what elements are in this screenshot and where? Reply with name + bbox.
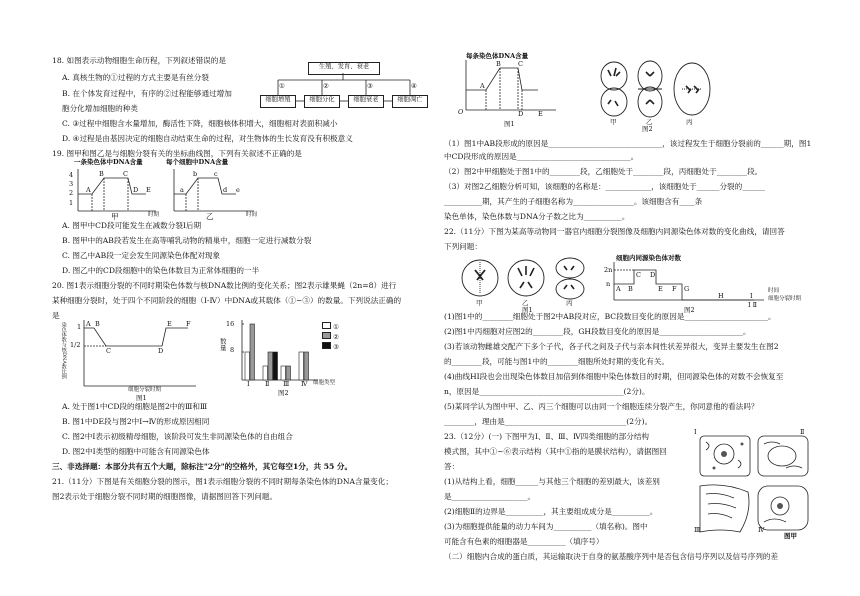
q21-fig2-cells: [594, 58, 714, 133]
q20-fig2: [220, 318, 350, 398]
q22-fig2-xlabel1: 时间: [768, 288, 780, 294]
q20-fig1-caption: 图1: [136, 394, 147, 402]
q20-fig1-ylabel: 染色体数与核DNA数比例: [60, 322, 67, 379]
q20-option-b: B. 图1中DE段与图2中Ⅰ→Ⅳ的形成原因相同: [62, 417, 210, 426]
q19-xlabel: 时期: [148, 212, 160, 218]
q23-line-2: 模式图，其中①~⑥表示结构（其中①指的是膜状结构），请据图回: [444, 447, 667, 456]
q22-fig2-title: 细胞内同源染色体对数: [616, 254, 681, 262]
q23-line-8: 可能含有色素的细胞器是__________（填序号）: [444, 537, 604, 546]
q20-fig2-cat-2: Ⅱ: [265, 380, 270, 388]
q22-fig1-cells: [460, 256, 595, 312]
q20-fig2-bar: [304, 352, 309, 380]
q22-part3: (3)若该动物雌雄交配产下多个子代，各子代之间及子代与亲本间性状差异很大，变异主要发生在图2: [444, 342, 779, 351]
q18-n2: ②: [323, 82, 329, 90]
q19-title-yi: 每个细胞中DNA含量: [166, 158, 229, 166]
q20-fig1-d: D: [158, 347, 164, 355]
q20-fig1-a: A: [86, 320, 91, 328]
q18-option-c: C. ③过程中细胞含水量增加，酶活性下降，细胞核体积增大，细胞相对表面积减小: [62, 119, 338, 128]
q19-label-c: C: [123, 170, 128, 178]
q18-box-senescence: 细胞衰老: [348, 95, 384, 108]
q21-part1: （1）图1中AB段形成的原因是______________________________，该过程发生于细胞分裂前的______期，图1: [444, 139, 812, 148]
q19-curves: [66, 158, 266, 221]
q20-fig2-cat-1: Ⅰ: [247, 380, 250, 388]
q22-fig2-h: H: [718, 292, 724, 300]
q19-y3: 3: [69, 180, 74, 188]
q23-cell-label-3: Ⅲ: [694, 526, 701, 534]
q19-stem: 19. 图甲和图乙是与细胞分裂有关的坐标曲线图，下列有关叙述不正确的是: [52, 149, 302, 158]
q22-part4-cont: n，原因是______________________________________(2分)。: [444, 387, 650, 396]
q20-fig1-f: F: [186, 320, 191, 328]
q20-fig2-xlabel: 细胞类型: [313, 380, 336, 386]
q20-option-a: A. 处于图1中CD段的细胞是图2中的Ⅲ和Ⅲ: [62, 402, 208, 411]
q22-fig2-yn: n: [606, 280, 611, 288]
q22-part2: (2)图1中丙细胞对应图2的________段，GH段数目变化的原因是______________________。: [444, 327, 751, 336]
q18-n1: ①: [279, 82, 285, 90]
q19-label-d2: d: [223, 186, 228, 194]
q23-cell-label-2: Ⅱ: [800, 428, 805, 436]
q21-fig1-origin: O: [458, 108, 464, 116]
q20-fig1-svg: [66, 318, 206, 398]
q20-fig2-bar: [245, 352, 250, 380]
q19-option-c: C. 图乙中AB段一定会发生同源染色体配对现象: [62, 251, 221, 260]
q20-fig2-bar: [250, 324, 255, 380]
q21-fig1-caption: 图1: [504, 120, 515, 128]
q20-fig2-y16: 16: [226, 320, 235, 328]
q21-fig2-svg: [594, 58, 714, 118]
q21-stem-1: 21.（11分）下图是有关细胞分裂的图示，图1表示细胞分裂的不同时期每条染色体的DNA含量变化；: [52, 477, 393, 486]
q20-fig2-legend: [322, 322, 339, 351]
q18-option-d: D. ④过程是由基因决定的细胞自动结束生命的过程，对生物体的生长发育没有积极意义: [62, 134, 353, 143]
q21-fig1-svg: [456, 52, 566, 130]
q20-fig2-bar: [273, 352, 278, 380]
q20-fig1: [60, 318, 206, 402]
q22-fig2-b: B: [628, 285, 633, 293]
q20-option-d: D. 图2中Ⅰ类型的细胞中可能含有同源染色体: [62, 447, 210, 456]
q21-fig1-ylabel: 每条染色体DNA含量: [466, 52, 529, 60]
q22-fig2-caption: 图2: [684, 306, 695, 314]
q20-stem-1: 20. 图1表示细胞分裂的不同时期染色体数与核DNA数比例的变化关系；图2表示雄果蝇（2n=8）进行: [52, 281, 397, 290]
q21-fig2-jia: 甲: [610, 118, 617, 126]
q19-option-b: B. 图甲中的AB段若发生在高等哺乳动物的精巢中，细胞一定进行减数分裂: [62, 236, 312, 245]
q21-part3-cont2: 染色单体，染色体数与DNA分子数之比为__________。: [444, 212, 630, 221]
q20-fig2-cat-3: Ⅲ: [283, 380, 290, 388]
q20-fig2-ylabel: 数量: [218, 338, 227, 351]
q19-label-c2: c: [214, 170, 218, 178]
q22-fig2-f: F: [672, 285, 677, 293]
q19-caption-yi: 乙: [206, 212, 214, 221]
q20-fig1-yhalf: 1/2: [70, 341, 81, 349]
q20-fig2-legend-1: ①: [333, 323, 339, 331]
q20-fig2-caption: 图2: [278, 389, 289, 397]
q20-option-c: C. 图2中Ⅰ表示初级精母细胞，该阶段可发生非同源染色体的自由组合: [62, 432, 293, 441]
q22-stem-2: 下列问题：: [444, 242, 482, 251]
section-3-heading: 三、非选择题：本部分共有五个大题，除标注"2分"的空格外，其它每空1分，共 55 分。: [52, 462, 353, 471]
q20-fig2-bar: [299, 352, 304, 380]
q23-line-7: (3)为细胞提供能量的动力车间为__________（填名称)。图中: [444, 522, 648, 531]
q22-fig1-yi: 乙: [522, 299, 529, 307]
q21-part1-cont: 中CD段形成的原因是______________________________。: [444, 152, 639, 161]
q22-part4: (4)曲线HI段也会出现染色体数目加倍到体细胞中染色体数目的时期，但同源染色体的对数不会恢复至: [444, 372, 784, 381]
q20-fig2-y8: 8: [230, 346, 235, 354]
q18-stem: 18. 如图表示动物细胞生命历程，下列叙述错误的是: [52, 56, 226, 65]
q23-line-6: (2)细胞Ⅱ的边界是__________，其主要组成成分是__________。: [444, 507, 658, 516]
q19-option-d: D. 图乙中的CD段细胞中的染色体数目为正常体细胞的一半: [62, 266, 260, 275]
q20-fig2-bar: [281, 366, 286, 380]
q18-top-box: 生殖、发育、衰老: [308, 62, 380, 75]
q23-cell-label-4: Ⅳ: [758, 526, 765, 534]
q22-fig2-a: A: [616, 285, 621, 293]
q22-part3-cont: 的________段，可能与图1中的________细胞所处时期的变化有关。: [444, 357, 670, 366]
q18-box-differentiation: 细胞分化: [304, 95, 340, 108]
q19-label-e: E: [146, 186, 151, 194]
q19-y1: 1: [69, 199, 74, 207]
q21-fig1: [456, 52, 566, 130]
q22-stem-1: 22.（11分）下图为某高等动物同一器官内细胞分裂图像及细胞内同源染色体对数的变化曲线，请回答: [444, 227, 785, 236]
q22-fig2-roman: Ⅰ Ⅱ: [748, 301, 758, 309]
q20-fig1-y1: 1: [77, 323, 82, 331]
q19-option-a: A. 图甲中CD段可能发生在减数分裂Ⅰ后期: [62, 221, 202, 230]
q22-fig1-svg: [460, 256, 595, 302]
q20-fig2-legend-2: ②: [333, 332, 339, 341]
q18-box-apoptosis: 细胞凋亡: [392, 95, 428, 108]
q18-box-proliferation: 细胞增殖: [260, 95, 296, 108]
q20-fig2-bar: [268, 352, 273, 380]
q20-fig2-legend-3: ③: [333, 342, 339, 351]
q23-line-1: 23.（12分）(一) 下图甲为Ⅰ、Ⅱ、Ⅲ、Ⅳ四类细胞的部分结构: [444, 432, 650, 441]
q21-fig2-bing: 丙: [686, 118, 693, 126]
q23-cell-figure: [694, 430, 814, 542]
q21-fig1-a: A: [480, 82, 485, 90]
q20-fig1-b: B: [95, 320, 100, 328]
q21-fig2-yi: 乙: [646, 118, 653, 126]
q18-option-b: B. 在个体发育过程中，有序的②过程能够通过增加: [62, 89, 232, 98]
q23-line-3: 答：: [444, 462, 460, 471]
q20-stem-2: 某种细胞分裂时，处于四个不同阶段的细胞（Ⅰ-Ⅳ）中DNA或其载体（①~③）的数量。下列说法正确的: [52, 296, 402, 305]
q19-xlabel2: 时间: [246, 212, 258, 218]
q22-fig2-e: E: [658, 285, 663, 293]
q19-y2: 2: [69, 189, 74, 197]
q19-label-a2: a: [180, 186, 184, 194]
q21-stem-2: 图2表示处于细胞分裂不同时期的细胞图像，请据图回答下列问题。: [52, 492, 278, 501]
q19-label-e2: e: [236, 186, 240, 194]
q19-title-jia: 一条染色体中DNA含量: [74, 158, 143, 166]
q22-part5-cont: ________，理由是________________________________(2分)。: [444, 417, 653, 426]
q19-label-b2: b: [193, 170, 198, 178]
q22-fig2-g: G: [684, 285, 690, 293]
q19-label-a: A: [86, 186, 91, 194]
q22-fig1-jia: 甲: [476, 299, 483, 307]
q22-fig2-i: I: [750, 292, 753, 300]
q20-fig2-cat-4: Ⅳ: [301, 380, 308, 388]
q20-fig2-bar: [263, 366, 268, 380]
q23-line-4: (1)从结构上看，细胞______与其他三个细胞的差别最大，该差别: [444, 477, 660, 486]
q18-n3: ③: [367, 82, 373, 90]
q22-fig2-y2n: 2n: [604, 266, 613, 274]
q22-fig1-caption: 图1: [522, 306, 533, 314]
q21-fig1-d: D: [518, 110, 524, 118]
q18-option-b-cont: 胞分化增加细胞的种类: [62, 104, 138, 113]
q23-cell-svg: [694, 430, 814, 534]
q22-fig2: [604, 254, 804, 316]
q23-figure-caption: 图甲: [784, 532, 797, 540]
q21-part3-cont: __________期，其产生的子细胞名称为________________。该细胞含有____条: [444, 197, 703, 206]
q21-fig1-e: E: [538, 110, 543, 118]
q19-label-b: B: [99, 170, 104, 178]
q20-fig2-bar: [286, 366, 291, 380]
q22-fig2-d: D: [650, 271, 656, 279]
q22-part5: (5)某同学认为图中甲、乙、丙三个细胞可以由同一个细胞连续分裂产生，你同意他的看法吗？: [444, 402, 759, 411]
q18-lifecycle-diagram: [260, 62, 432, 108]
q21-fig2-caption: 图2: [642, 125, 653, 133]
q23-line-5: 是____________________。: [444, 492, 536, 501]
q21-fig1-c: C: [518, 60, 523, 68]
q19-label-d: D: [133, 186, 139, 194]
q18-option-a: A. 真核生物的①过程的方式主要是有丝分裂: [62, 73, 209, 82]
q22-part1: (1)图1中的________细胞处于图2中AB段对应，BC段数目变化的原因是______________________。: [444, 312, 776, 321]
q22-fig2-c: C: [636, 271, 641, 279]
q23-cell-label-1: Ⅰ: [694, 428, 697, 436]
q20-fig1-c: C: [106, 347, 111, 355]
q22-fig1-bing: 丙: [566, 299, 573, 307]
q21-fig1-b: B: [496, 60, 501, 68]
q21-part2: （2）图2中甲细胞处于图1中的________段，乙细胞处于________段，丙细胞处于________段。: [444, 167, 763, 176]
q19-caption-jia: 甲: [111, 212, 119, 221]
q23-line-9: （二）细胞内合成的蛋白质，其运输取决于自身的氨基酸序列中是否包含信号序列以及信号序列的差: [444, 552, 779, 561]
q22-fig2-xlabel2: 细胞分裂时期: [768, 296, 802, 302]
q19-y4: 4: [69, 171, 74, 179]
q20-fig1-e: E: [167, 320, 172, 328]
q18-n4: ④: [411, 82, 417, 90]
q22-fig2-svg: [604, 254, 804, 316]
q21-part3: （3）对图2乙细胞分析可知，该细胞的名称是：____________，该细胞处于______分裂的______: [444, 182, 766, 191]
q20-stem-3: 是: [52, 311, 60, 320]
q20-fig1-xlabel: 细胞分裂时期: [128, 387, 162, 393]
